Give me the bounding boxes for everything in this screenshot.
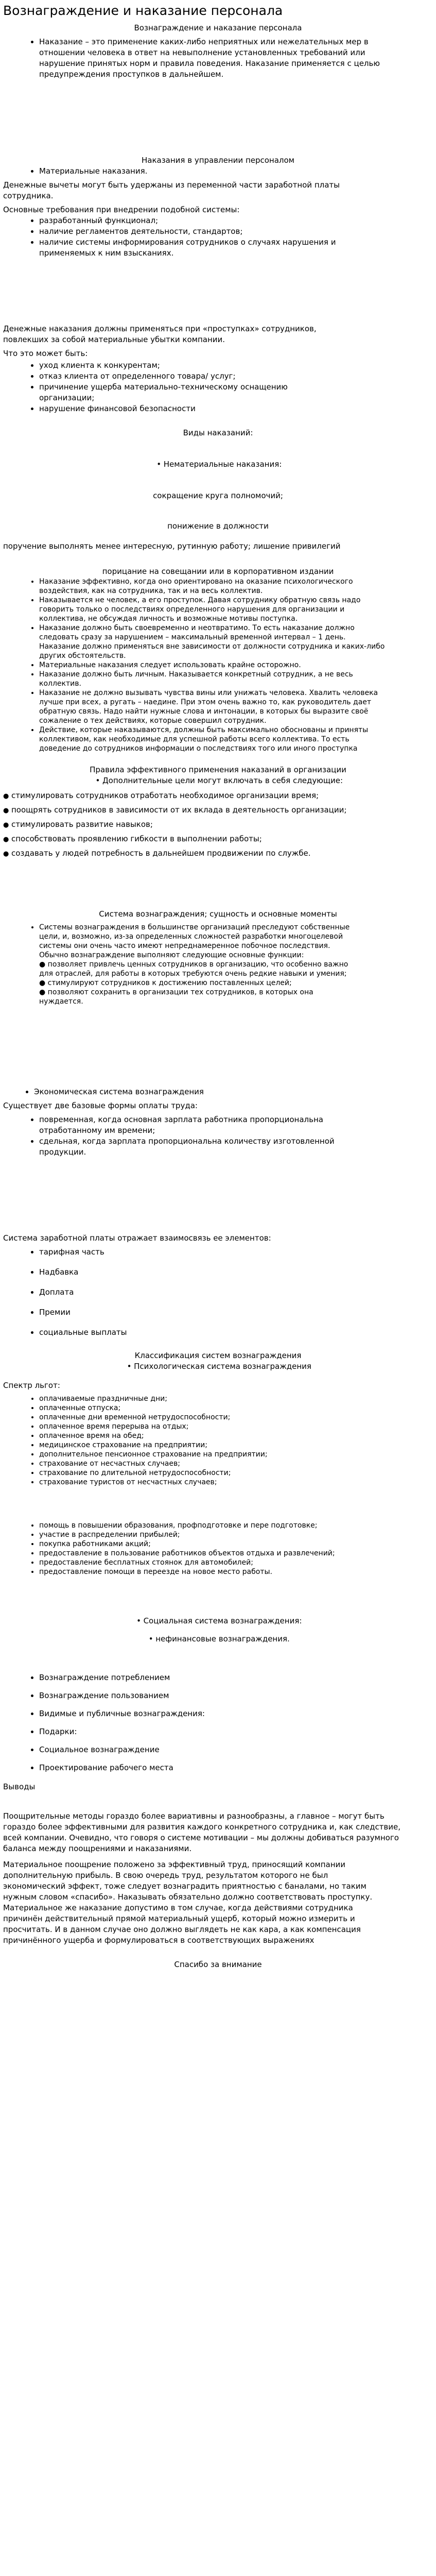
list-item: • Системы вознаграждения в большинстве организаций преследуют собственные цели, и, возможно, из-за определенных сложностей разработки многоцелевой системы они очень часто имеют непреднамеренное побочное последствия. Обычно вознаграждение выполняют следующие основные функции: bbox=[39, 923, 356, 960]
list-item: • покупка работниками акций; bbox=[39, 1539, 371, 1549]
text-line: сокращение круга полномочий; bbox=[153, 491, 283, 500]
paragraph: Существует две базовые формы оплаты труда: bbox=[3, 1101, 198, 1110]
list-item: • социальные выплаты bbox=[39, 1327, 433, 1338]
intro-list bbox=[3, 37, 433, 80]
list-item: • разработанный функционал; bbox=[39, 215, 356, 226]
benefits-list-2 bbox=[3, 1521, 433, 1577]
list-item: ● создавать у людей потребность в дальнейшем продвижении по службе. bbox=[3, 848, 433, 859]
section-heading: Система вознаграждения; сущность и основные моменты bbox=[99, 909, 337, 919]
requirements-list bbox=[3, 215, 433, 259]
list-item: ● стимулируют сотрудников к достижению поставленных целей; bbox=[39, 979, 292, 987]
list-item: • Наказание должно быть своевременно и неотвратимо. То есть наказание должно следовать сразу за нарушением – максимальный временной интервал – 1 день. Наказание должно применяться вне зависимости от должности сотрудника и каких-либо других обстоятельств. bbox=[39, 623, 387, 660]
paragraph: Спектр льгот: bbox=[3, 1381, 60, 1390]
paragraph: Основные требования при внедрении подобной системы: bbox=[3, 205, 240, 214]
document-title: Вознаграждение и наказание персонала bbox=[3, 3, 283, 18]
list bbox=[3, 360, 433, 414]
list-item: • Наказание – это применение каких-либо неприятных или нежелательных мер в отношении человека в ответ на невыполнение установленных требований или нарушение принятых норм и правила поведения. Наказание применяется с целью предупреждения проступков в дальнейшем. bbox=[39, 37, 381, 80]
list-item: • нарушение финансовой безопасности bbox=[39, 403, 330, 414]
list-item: • участие в распределении прибылей; bbox=[39, 1530, 371, 1539]
list-item: • Доплата bbox=[39, 1287, 433, 1298]
section-heading: Наказания в управлении персоналом bbox=[141, 156, 295, 165]
text-line: понижение в должности bbox=[167, 521, 269, 531]
paragraph: Материальное поощрение положено за эффективный труд, приносящий компании дополнительную прибыль. В свою очередь труд, результатом которого не был экономический эффект, тоже следует вознаградить приятностью с баналами, но таким нужным словом «спасибо». Наказывать обязательно должно соответствовать проступку. Материальное же наказание допустимо в том случае, когда действиями сотрудника причинён действительный прямой материальный ущерб, который можно измерить и просчитать. И в данном случае оно должно выглядеть не как кара, а как компенсация причинённого ущерба и формулироваться в соответствующих выражениях bbox=[3, 1860, 373, 1945]
list-item: • Надбавка bbox=[39, 1267, 433, 1278]
bullet-heading: • Нематериальные наказания: bbox=[156, 460, 282, 469]
list-item: • Видимые и публичные вознаграждения: bbox=[39, 1708, 433, 1719]
list-item: • медицинское страхование на предприятии; bbox=[39, 1440, 433, 1450]
list-item: • оплаченное время перерыва на отдых; bbox=[39, 1422, 433, 1431]
list-item: • Наказание должно быть личным. Наказывается конкретный сотрудник, а не весь коллектив. bbox=[39, 670, 387, 688]
nonfinancial-list bbox=[3, 1672, 433, 1773]
text-line: порицание на совещании или в корпоративном издании bbox=[102, 567, 334, 576]
paragraph: Что это может быть: bbox=[3, 349, 88, 358]
conclusions-heading: Выводы bbox=[3, 1782, 36, 1791]
subtitle: Вознаграждение и наказание персонала bbox=[134, 23, 302, 32]
list-item: • дополнительное пенсионное страхование на предприятии; bbox=[39, 1450, 433, 1459]
list-item: • страхование по длительной нетрудоспособности; bbox=[39, 1468, 433, 1478]
list-item: • Проектирование рабочего места bbox=[39, 1762, 433, 1773]
list-item: ● поощрять сотрудников в зависимости от их вклада в деятельность организации; bbox=[3, 805, 433, 816]
list-item: ● стимулировать развитие навыков; bbox=[3, 819, 433, 831]
text-line: поручение выполнять менее интересную, рутинную работу; лишение привилегий bbox=[3, 541, 341, 551]
list-item: • Экономическая система вознаграждения bbox=[34, 1087, 433, 1097]
system-sublist bbox=[3, 960, 433, 1006]
list-item: • оплаченное время на обед; bbox=[39, 1431, 433, 1440]
list-item: • тарифная часть bbox=[39, 1247, 433, 1258]
list-item: • страхование от несчастных случаев; bbox=[39, 1459, 433, 1468]
list-item: • отказ клиента от определенного товара/ услуг; bbox=[39, 371, 330, 382]
list-item: • оплаченные дни временной нетрудоспособности; bbox=[39, 1413, 433, 1422]
wage-elements-list bbox=[3, 1247, 433, 1338]
list-item: ● позволяют сохранить в организации тех сотрудников, в которых она нуждается. bbox=[39, 988, 313, 1006]
list-item: • Подарки: bbox=[39, 1726, 433, 1737]
benefits-list bbox=[3, 1394, 433, 1487]
list-item: • уход клиента к конкурентам; bbox=[39, 360, 330, 371]
list-item: ● способствовать проявлению гибкости в выполнении работы; bbox=[3, 834, 433, 845]
section-list bbox=[3, 166, 433, 177]
bullet-heading: • нефинансовые вознаграждения. bbox=[148, 1634, 290, 1643]
list-item: • предоставление в пользование работников объектов отдыха и развлечений; bbox=[39, 1549, 371, 1558]
list-item: • помощь в повышении образования, профподготовке и пере подготовке; bbox=[39, 1521, 371, 1530]
list-item: • Материальные наказания следует использовать крайне осторожно. bbox=[39, 660, 387, 670]
list-item: • оплачиваемые праздничные дни; bbox=[39, 1394, 433, 1403]
paragraph: Поощрительные методы гораздо более вариативны и разнообразны, а главное – могут быть гораздо более эффективными для развития каждого конкретного сотрудника и, как следствие, всей компании. Очевидно, что говоря о системе мотивации – мы должны добиваться разумного баланса между поощрениями и наказаниями. bbox=[3, 1811, 401, 1853]
list-item: ● стимулировать сотрудников отработать необходимое организации время; bbox=[3, 790, 433, 802]
pay-forms-list bbox=[3, 1114, 433, 1158]
list-item: • предоставление бесплатных стоянок для автомобилей; bbox=[39, 1558, 371, 1567]
list-item: • Материальные наказания. bbox=[39, 166, 433, 177]
list-item: • Наказывается не человек, а его проступок. Давая сотруднику обратную связь надо говорить только о последствиях определенного нарушения для организации и коллектива, не обсуждая личность и возможные мотивы поступка. bbox=[39, 596, 387, 623]
paragraph: Система заработной платы отражает взаимосвязь ее элементов: bbox=[3, 1233, 271, 1243]
paragraph: Денежные вычеты могут быть удержаны из переменной части заработной платы сотрудника. bbox=[3, 180, 340, 200]
list-item: ● позволяет привлечь ценных сотрудников в организацию, что особенно важно для отраслей, для работы в которых требуются очень редкие навыки и умения; bbox=[39, 960, 348, 978]
system-list bbox=[3, 923, 433, 960]
section-heading: Классификация систем вознаграждения bbox=[134, 1351, 302, 1360]
rules-list bbox=[3, 577, 433, 753]
list-item: • наличие системы информирования сотрудников о случаях нарушения и применяемых к ним взысканиях. bbox=[39, 237, 356, 259]
section-heading: Виды наказаний: bbox=[183, 428, 253, 437]
list-item: • Действие, которые наказываются, должны быть максимально обоснованы и приняты коллективом, как необходимые для успешной работы всего коллектива. То есть доведение до сотрудников информации о последствиях того или иного проступка bbox=[39, 725, 387, 753]
list-item: • Наказание эффективно, когда оно ориентировано на оказание психологического воздействия, как на сотрудника, так и на весь коллектив. bbox=[39, 577, 387, 596]
thanks-text: Спасибо за внимание bbox=[174, 1960, 262, 1969]
list-item: • Вознаграждение пользованием bbox=[39, 1690, 433, 1701]
section-heading: Правила эффективного применения наказаний в организации bbox=[90, 765, 346, 774]
bullet-heading: • Психологическая система вознаграждения bbox=[127, 1362, 311, 1371]
bullet-heading: • Социальная система вознаграждения: bbox=[136, 1616, 302, 1625]
list-item: • повременная, когда основная зарплата работника пропорциональна отработанному им времени; bbox=[39, 1114, 356, 1136]
list-item: • предоставление помощи в переезде на новое место работы. bbox=[39, 1567, 371, 1577]
list-item: • сдельная, когда зарплата пропорциональна количеству изготовленной продукции. bbox=[39, 1136, 356, 1158]
list-item: • Вознаграждение потреблением bbox=[39, 1672, 433, 1683]
list-item: • наличие регламентов деятельности, стандартов; bbox=[39, 226, 356, 237]
list-item: • страхование туристов от несчастных случаев; bbox=[39, 1478, 433, 1487]
bullet-heading: • Дополнительные цели могут включать в себя следующие: bbox=[95, 776, 343, 785]
bullet-heading bbox=[3, 1087, 433, 1097]
paragraph: Денежные наказания должны применяться при «проступках» сотрудников, повлекших за собой материальные убытки компании. bbox=[3, 324, 317, 344]
list-item: • Социальное вознаграждение bbox=[39, 1744, 433, 1755]
document bbox=[0, 3, 436, 1970]
list-item: • Наказание не должно вызывать чувства вины или унижать человека. Хвалить человека лучше при всех, а ругать – наедине. При этом очень важно то, как руководитель дает обратную связь. Надо найти нужные слова и интонации, в которых бы выразите своё сожаление о тех действиях, которые совершил сотрудник. bbox=[39, 688, 387, 725]
list-item: • причинение ущерба материально-техническому оснащению организации; bbox=[39, 382, 330, 403]
list-item: • оплаченные отпуска; bbox=[39, 1403, 433, 1413]
list-item: • Премии bbox=[39, 1307, 433, 1318]
